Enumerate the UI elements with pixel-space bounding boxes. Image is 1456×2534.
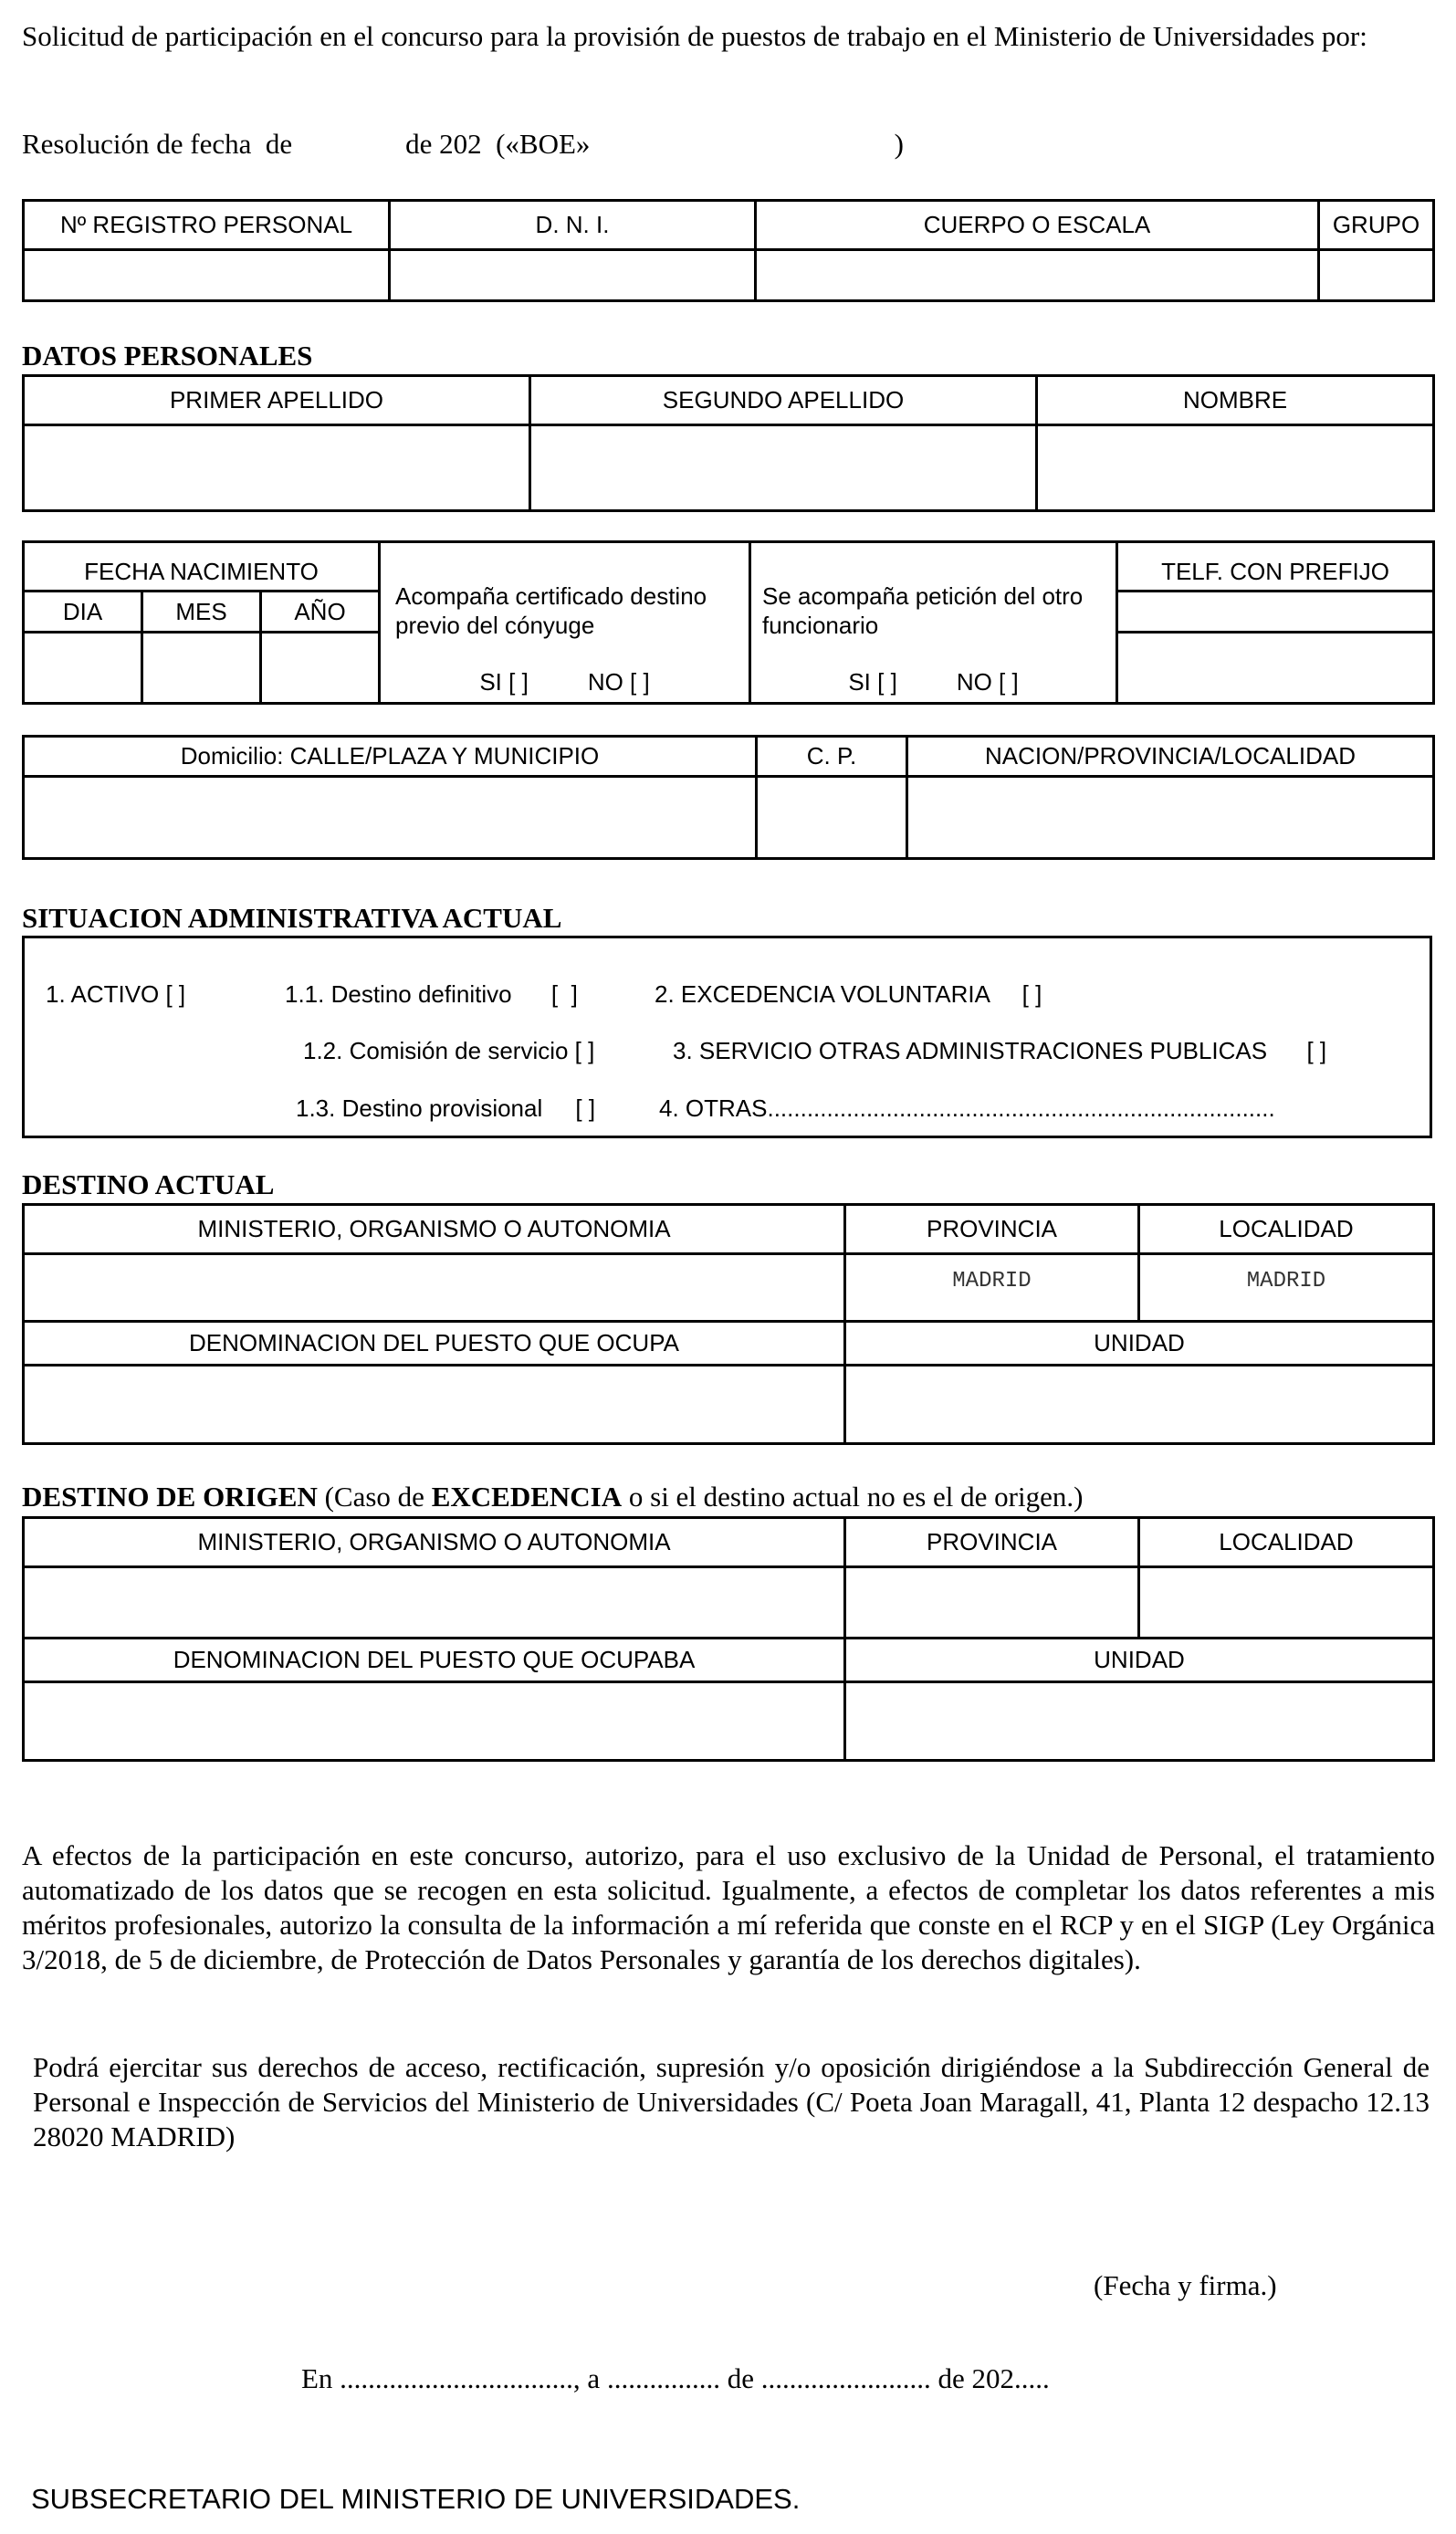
destino-actual-title: DESTINO ACTUAL bbox=[22, 1168, 275, 1200]
intro-text: Solicitud de participación en el concurso para la provisión de puestos de trabajo en el Ministerio de Universidades por: bbox=[22, 20, 1367, 52]
dni-field[interactable] bbox=[390, 250, 756, 301]
primer-apellido-header: PRIMER APELLIDO bbox=[24, 376, 530, 425]
conyuge-si-no[interactable]: SI [ ] NO [ ] bbox=[479, 668, 650, 696]
origen-provincia-field[interactable] bbox=[845, 1567, 1139, 1639]
mes-field[interactable] bbox=[142, 633, 261, 704]
origen-unidad-header: UNIDAD bbox=[845, 1639, 1434, 1682]
origen-ministerio-field[interactable] bbox=[24, 1567, 845, 1639]
origen-puesto-field[interactable] bbox=[24, 1682, 845, 1761]
nacion-field[interactable] bbox=[907, 777, 1434, 859]
registro-table bbox=[22, 199, 1435, 302]
localidad-field[interactable] bbox=[1139, 1254, 1434, 1322]
grupo-header: GRUPO bbox=[1319, 201, 1434, 250]
domicilio-table bbox=[22, 735, 1435, 860]
primer-apellido-field[interactable] bbox=[24, 425, 530, 511]
destino-origen-rest: o si el destino actual no es el de origen.) bbox=[622, 1481, 1084, 1513]
destino-origen-caso: (Caso de bbox=[317, 1481, 432, 1513]
peticion-cell bbox=[750, 542, 1117, 704]
nombre-table bbox=[22, 374, 1435, 512]
cp-header: C. P. bbox=[757, 737, 907, 777]
derechos-paragraph: Podrá ejercitar sus derechos de acceso, rectificación, supresión y/o oposición dirigiéndose a la Subdirección General de Personal e Inspección de Servicios del Ministerio de Universidades (C/ Poeta Joan Maragall, 41, Planta 12 despacho 12.13 28020 MADRID) bbox=[33, 2051, 1430, 2152]
datos-personales-title: DATOS PERSONALES bbox=[22, 340, 313, 372]
destino-actual-table bbox=[22, 1203, 1435, 1445]
telefono-field[interactable] bbox=[1117, 633, 1434, 704]
anio-header: AÑO bbox=[261, 592, 380, 633]
lugar-fecha-line[interactable]: En ................................., a ................ de ........................ de 202..... bbox=[301, 2362, 1050, 2394]
conyuge-text: Acompaña certificado destino previo del cónyuge bbox=[395, 582, 707, 639]
domicilio-field[interactable] bbox=[24, 777, 757, 859]
activo-option[interactable]: 1. ACTIVO [ ] bbox=[46, 980, 186, 1008]
nrp-header: Nº REGISTRO PERSONAL bbox=[24, 201, 390, 250]
provincia-field[interactable] bbox=[845, 1254, 1139, 1322]
fecha-firma: (Fecha y firma.) bbox=[1094, 2269, 1277, 2301]
cuerpo-field[interactable] bbox=[756, 250, 1319, 301]
unidad-field[interactable] bbox=[845, 1366, 1434, 1444]
nrp-field[interactable] bbox=[24, 250, 390, 301]
mes-header: MES bbox=[142, 592, 261, 633]
excedencia-option[interactable]: 2. EXCEDENCIA VOLUNTARIA [ ] bbox=[655, 980, 1042, 1008]
nacion-header: NACION/PROVINCIA/LOCALIDAD bbox=[907, 737, 1434, 777]
telefono-header: TELF. CON PREFIJO bbox=[1117, 542, 1434, 592]
ministerio-header: MINISTERIO, ORGANISMO O AUTONOMIA bbox=[24, 1205, 845, 1254]
origen-localidad-field[interactable] bbox=[1139, 1567, 1434, 1639]
dni-header: D. N. I. bbox=[390, 201, 756, 250]
fecha-nacimiento-header: FECHA NACIMIENTO bbox=[24, 542, 380, 592]
nombre-header: NOMBRE bbox=[1037, 376, 1434, 425]
origen-puesto-header: DENOMINACION DEL PUESTO QUE OCUPABA bbox=[24, 1639, 845, 1682]
servicio-otras-option[interactable]: 3. SERVICIO OTRAS ADMINISTRACIONES PUBLICAS [ ] bbox=[673, 1037, 1327, 1064]
nombre-field[interactable] bbox=[1037, 425, 1434, 511]
destinatario: SUBSECRETARIO DEL MINISTERIO DE UNIVERSIDADES. bbox=[31, 2483, 801, 2515]
puesto-header: DENOMINACION DEL PUESTO QUE OCUPA bbox=[24, 1322, 845, 1366]
puesto-field[interactable] bbox=[24, 1366, 845, 1444]
cuerpo-header: CUERPO O ESCALA bbox=[756, 201, 1319, 250]
domicilio-header: Domicilio: CALLE/PLAZA Y MUNICIPIO bbox=[24, 737, 757, 777]
origen-provincia-header: PROVINCIA bbox=[845, 1518, 1139, 1567]
dia-header: DIA bbox=[24, 592, 142, 633]
cp-field[interactable] bbox=[757, 777, 907, 859]
autorizacion-paragraph: A efectos de la participación en este concurso, autorizo, para el uso exclusivo de la Unidad de Personal, el tratamiento automatizado de los datos que se recogen en esta solicitud. Igualmente, a efectos de completar los datos referentes a mis méritos profesionales, autorizo la consulta de la información a mí referida que conste en el RCP y en el SIGP (Ley Orgánica 3/2018, de 5 de diciembre, de Protección de Datos Personales y garantía de los derechos digitales). bbox=[22, 1839, 1435, 1975]
provincia-header: PROVINCIA bbox=[845, 1205, 1139, 1254]
origen-ministerio-header: MINISTERIO, ORGANISMO O AUTONOMIA bbox=[24, 1518, 845, 1567]
dia-field[interactable] bbox=[24, 633, 142, 704]
destino-definitivo-option[interactable]: 1.1. Destino definitivo [ ] bbox=[285, 980, 578, 1008]
conyuge-cell bbox=[380, 542, 750, 704]
comision-option[interactable]: 1.2. Comisión de servicio [ ] bbox=[303, 1037, 595, 1064]
origen-localidad-header: LOCALIDAD bbox=[1139, 1518, 1434, 1567]
grupo-field[interactable] bbox=[1319, 250, 1434, 301]
unidad-header: UNIDAD bbox=[845, 1322, 1434, 1366]
telefono-spacer bbox=[1117, 592, 1434, 633]
destino-origen-table bbox=[22, 1516, 1435, 1762]
situacion-title: SITUACION ADMINISTRATIVA ACTUAL bbox=[22, 902, 562, 934]
origen-unidad-field[interactable] bbox=[845, 1682, 1434, 1761]
peticion-text: Se acompaña petición del otro funcionario bbox=[762, 582, 1084, 639]
destino-origen-bold: DESTINO DE ORIGEN bbox=[22, 1481, 318, 1513]
localidad-value: MADRID bbox=[1246, 1269, 1326, 1293]
resolucion-line: Resolución de fecha de de 202 («BOE» ) bbox=[22, 128, 905, 160]
destino-provisional-option[interactable]: 1.3. Destino provisional [ ] bbox=[296, 1094, 596, 1122]
peticion-si-no[interactable]: SI [ ] NO [ ] bbox=[848, 668, 1019, 696]
localidad-header: LOCALIDAD bbox=[1139, 1205, 1434, 1254]
ministerio-field[interactable] bbox=[24, 1254, 845, 1322]
segundo-apellido-field[interactable] bbox=[530, 425, 1037, 511]
provincia-value: MADRID bbox=[952, 1269, 1032, 1293]
nacimiento-table bbox=[22, 540, 1435, 705]
excedencia-bold: EXCEDENCIA bbox=[431, 1481, 623, 1513]
otras-option[interactable]: 4. OTRAS............................................................................. bbox=[659, 1094, 1275, 1122]
segundo-apellido-header: SEGUNDO APELLIDO bbox=[530, 376, 1037, 425]
destino-origen-title bbox=[22, 1481, 1083, 1513]
anio-field[interactable] bbox=[261, 633, 380, 704]
